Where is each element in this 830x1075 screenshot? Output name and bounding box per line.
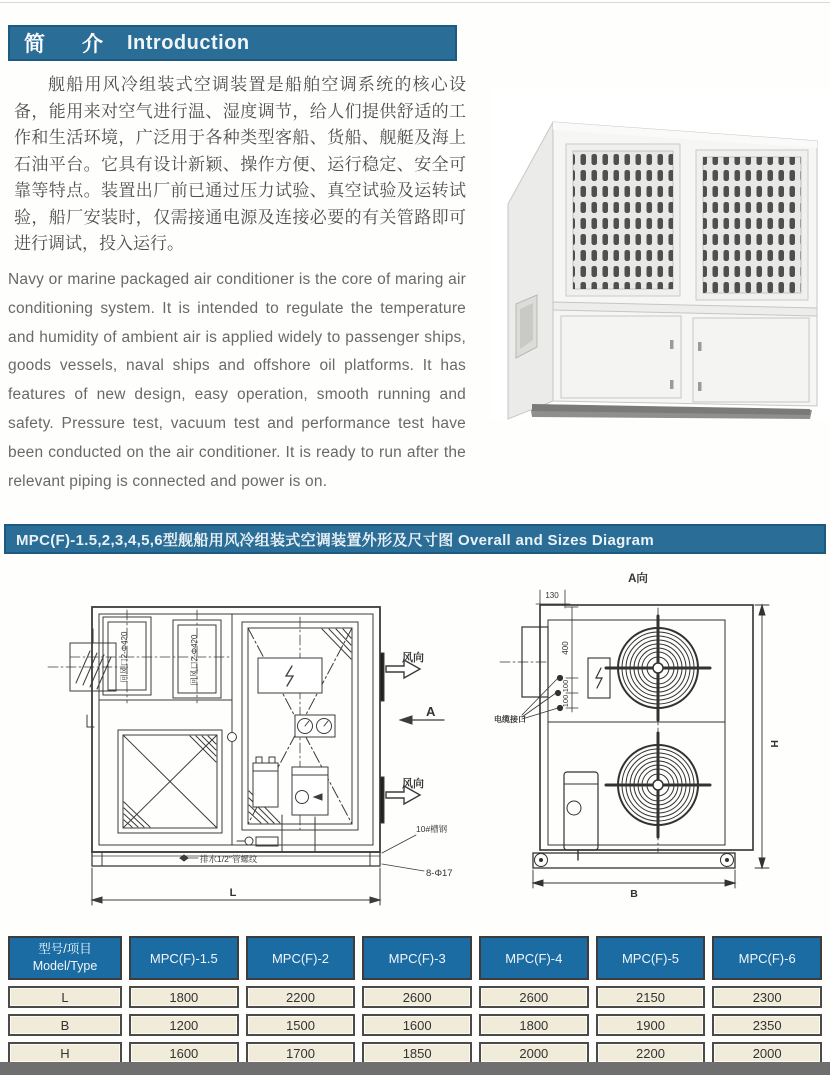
door-handle — [698, 382, 702, 391]
view-a-letter: A — [426, 704, 436, 719]
dim-H-lines — [755, 605, 769, 868]
fan-grille-top — [606, 616, 710, 720]
dim-400: 400 — [561, 641, 570, 655]
dim-100a: 100 — [561, 679, 570, 693]
table-header-en: Model/Type — [32, 959, 98, 973]
view-a-arrow — [400, 716, 444, 724]
dim-130: 130 — [545, 591, 559, 600]
dim-L: L — [229, 887, 237, 899]
dim-B-lines — [533, 870, 735, 888]
lightning-icon — [596, 668, 602, 688]
fan-grille-bottom — [606, 733, 710, 837]
table-header-zh: 型号/项目 — [38, 941, 92, 956]
view-a-title: A向 — [628, 573, 648, 585]
row-label-H: H — [8, 1042, 122, 1064]
door-handle — [670, 380, 674, 389]
front-view-diagram — [30, 565, 480, 915]
table-header-model: MPC(F)-3 — [362, 936, 472, 980]
door-left — [561, 316, 681, 398]
dim-B: B — [630, 888, 638, 900]
door-handle — [698, 342, 702, 351]
table-cell: 2300 — [712, 986, 822, 1008]
compressor-box — [292, 767, 328, 815]
intro-paragraph-english: Navy or marine packaged air conditioner is the core of maring air conditioning system. It is intended to regulate the temperature and humidity of ambient air is applied widely to passenger ships, goods vessels, naval ships and offshore oil platforms. It has features of new design, easy operation, smooth running and safety. Pressure test, vacuum test and performance test have been conducted on the air conditioner. It is ready to run after the relevant piping is connected and power is on. — [8, 271, 466, 490]
table-header-model: MPC(F)-2 — [246, 936, 356, 980]
table-cell: 2200 — [596, 1042, 706, 1064]
page-bottom-strip — [0, 1062, 830, 1075]
filter-panel — [118, 730, 222, 833]
side-tank — [564, 772, 598, 850]
intro-header-bar — [8, 25, 457, 61]
table-cell: 1600 — [362, 1014, 472, 1036]
table-cell: 1850 — [362, 1042, 472, 1064]
dimensions-table — [8, 936, 822, 1064]
wind-direction-label-top: 风向 — [402, 652, 424, 664]
table-cell: 2200 — [246, 986, 356, 1008]
page-top-rule — [0, 2, 830, 3]
angle-mark — [87, 715, 94, 727]
dim-H: H — [768, 740, 780, 748]
duct-label-1: 回风口2-Φ420 — [120, 631, 129, 683]
door-handle — [670, 340, 674, 349]
duct-label-2: 回风口2-Φ420 — [190, 634, 199, 686]
panel-knob — [228, 733, 237, 742]
table-cell: 2150 — [596, 986, 706, 1008]
grille-left — [573, 151, 673, 289]
table-cell: 1500 — [246, 1014, 356, 1036]
receiver-tank — [253, 757, 278, 807]
cable-port-label: 电缆接口 — [494, 715, 526, 724]
table-header-model: MPC(F)-5 — [596, 936, 706, 980]
table-cell: 2000 — [479, 1042, 589, 1064]
outlet-flange-bottom — [380, 777, 384, 823]
channel-steel-label: 10#槽钢 — [416, 824, 448, 834]
section-title: MPC(F)-1.5,2,3,4,5,6型舰船用风冷组装式空调装置外形及尺寸图 Overall and Sizes Diagram — [16, 531, 654, 549]
outlet-flange-top — [380, 653, 384, 701]
row-label-B: B — [8, 1014, 122, 1036]
product-photo — [490, 88, 828, 420]
table-cell: 2600 — [362, 986, 472, 1008]
intro-title-zh: 简 介 — [24, 33, 111, 56]
pressure-gauges — [295, 715, 335, 737]
table-cell: 1700 — [246, 1042, 356, 1064]
section-header-bar — [4, 524, 826, 554]
table-cell: 1200 — [129, 1014, 239, 1036]
table-cell: 1600 — [129, 1042, 239, 1064]
table-cell: 1800 — [479, 1014, 589, 1036]
table-cell: 2000 — [712, 1042, 822, 1064]
drain-label: 排水1/2″管螺纹 — [200, 854, 258, 864]
holes-label: 8-Φ17 — [426, 868, 453, 879]
table-cell: 2600 — [479, 986, 589, 1008]
door-right — [693, 318, 809, 402]
table-header-model: MPC(F)-6 — [712, 936, 822, 980]
side-view-a-diagram — [490, 560, 820, 915]
table-header-model: MPC(F)-4 — [479, 936, 589, 980]
unit-side-panel — [508, 122, 553, 419]
intro-paragraph-chinese: 舰船用风冷组装式空调装置是船舶空调系统的核心设备，能用来对空气进行温、湿度调节，给人们提供舒适的工作和生活环境，广泛用于各种类型客船、货船、舰艇及海上石油平台。它具有设计新颖、操作方便、运行稳定、安全可靠等特点。装置出厂前已通过压力试验、真空试验及运转试验，船厂安装时，仅需接通电源及连接必要的有关管路即可进行调试，投入运行。 — [14, 75, 466, 253]
row-label-L: L — [8, 986, 122, 1008]
table-header-model-type — [8, 936, 122, 980]
air-conditioner-unit-image — [490, 88, 828, 420]
dim-100b: 100 — [561, 694, 570, 708]
inlet-box — [48, 629, 125, 691]
table-cell: 2350 — [712, 1014, 822, 1036]
intro-title-en: Introduction — [127, 31, 250, 54]
grille-right — [703, 157, 801, 293]
base-rail — [533, 853, 735, 868]
table-cell: 1800 — [129, 986, 239, 1008]
table-cell: 1900 — [596, 1014, 706, 1036]
wind-direction-label-bottom: 风向 — [402, 778, 424, 790]
table-header-model: MPC(F)-1.5 — [129, 936, 239, 980]
